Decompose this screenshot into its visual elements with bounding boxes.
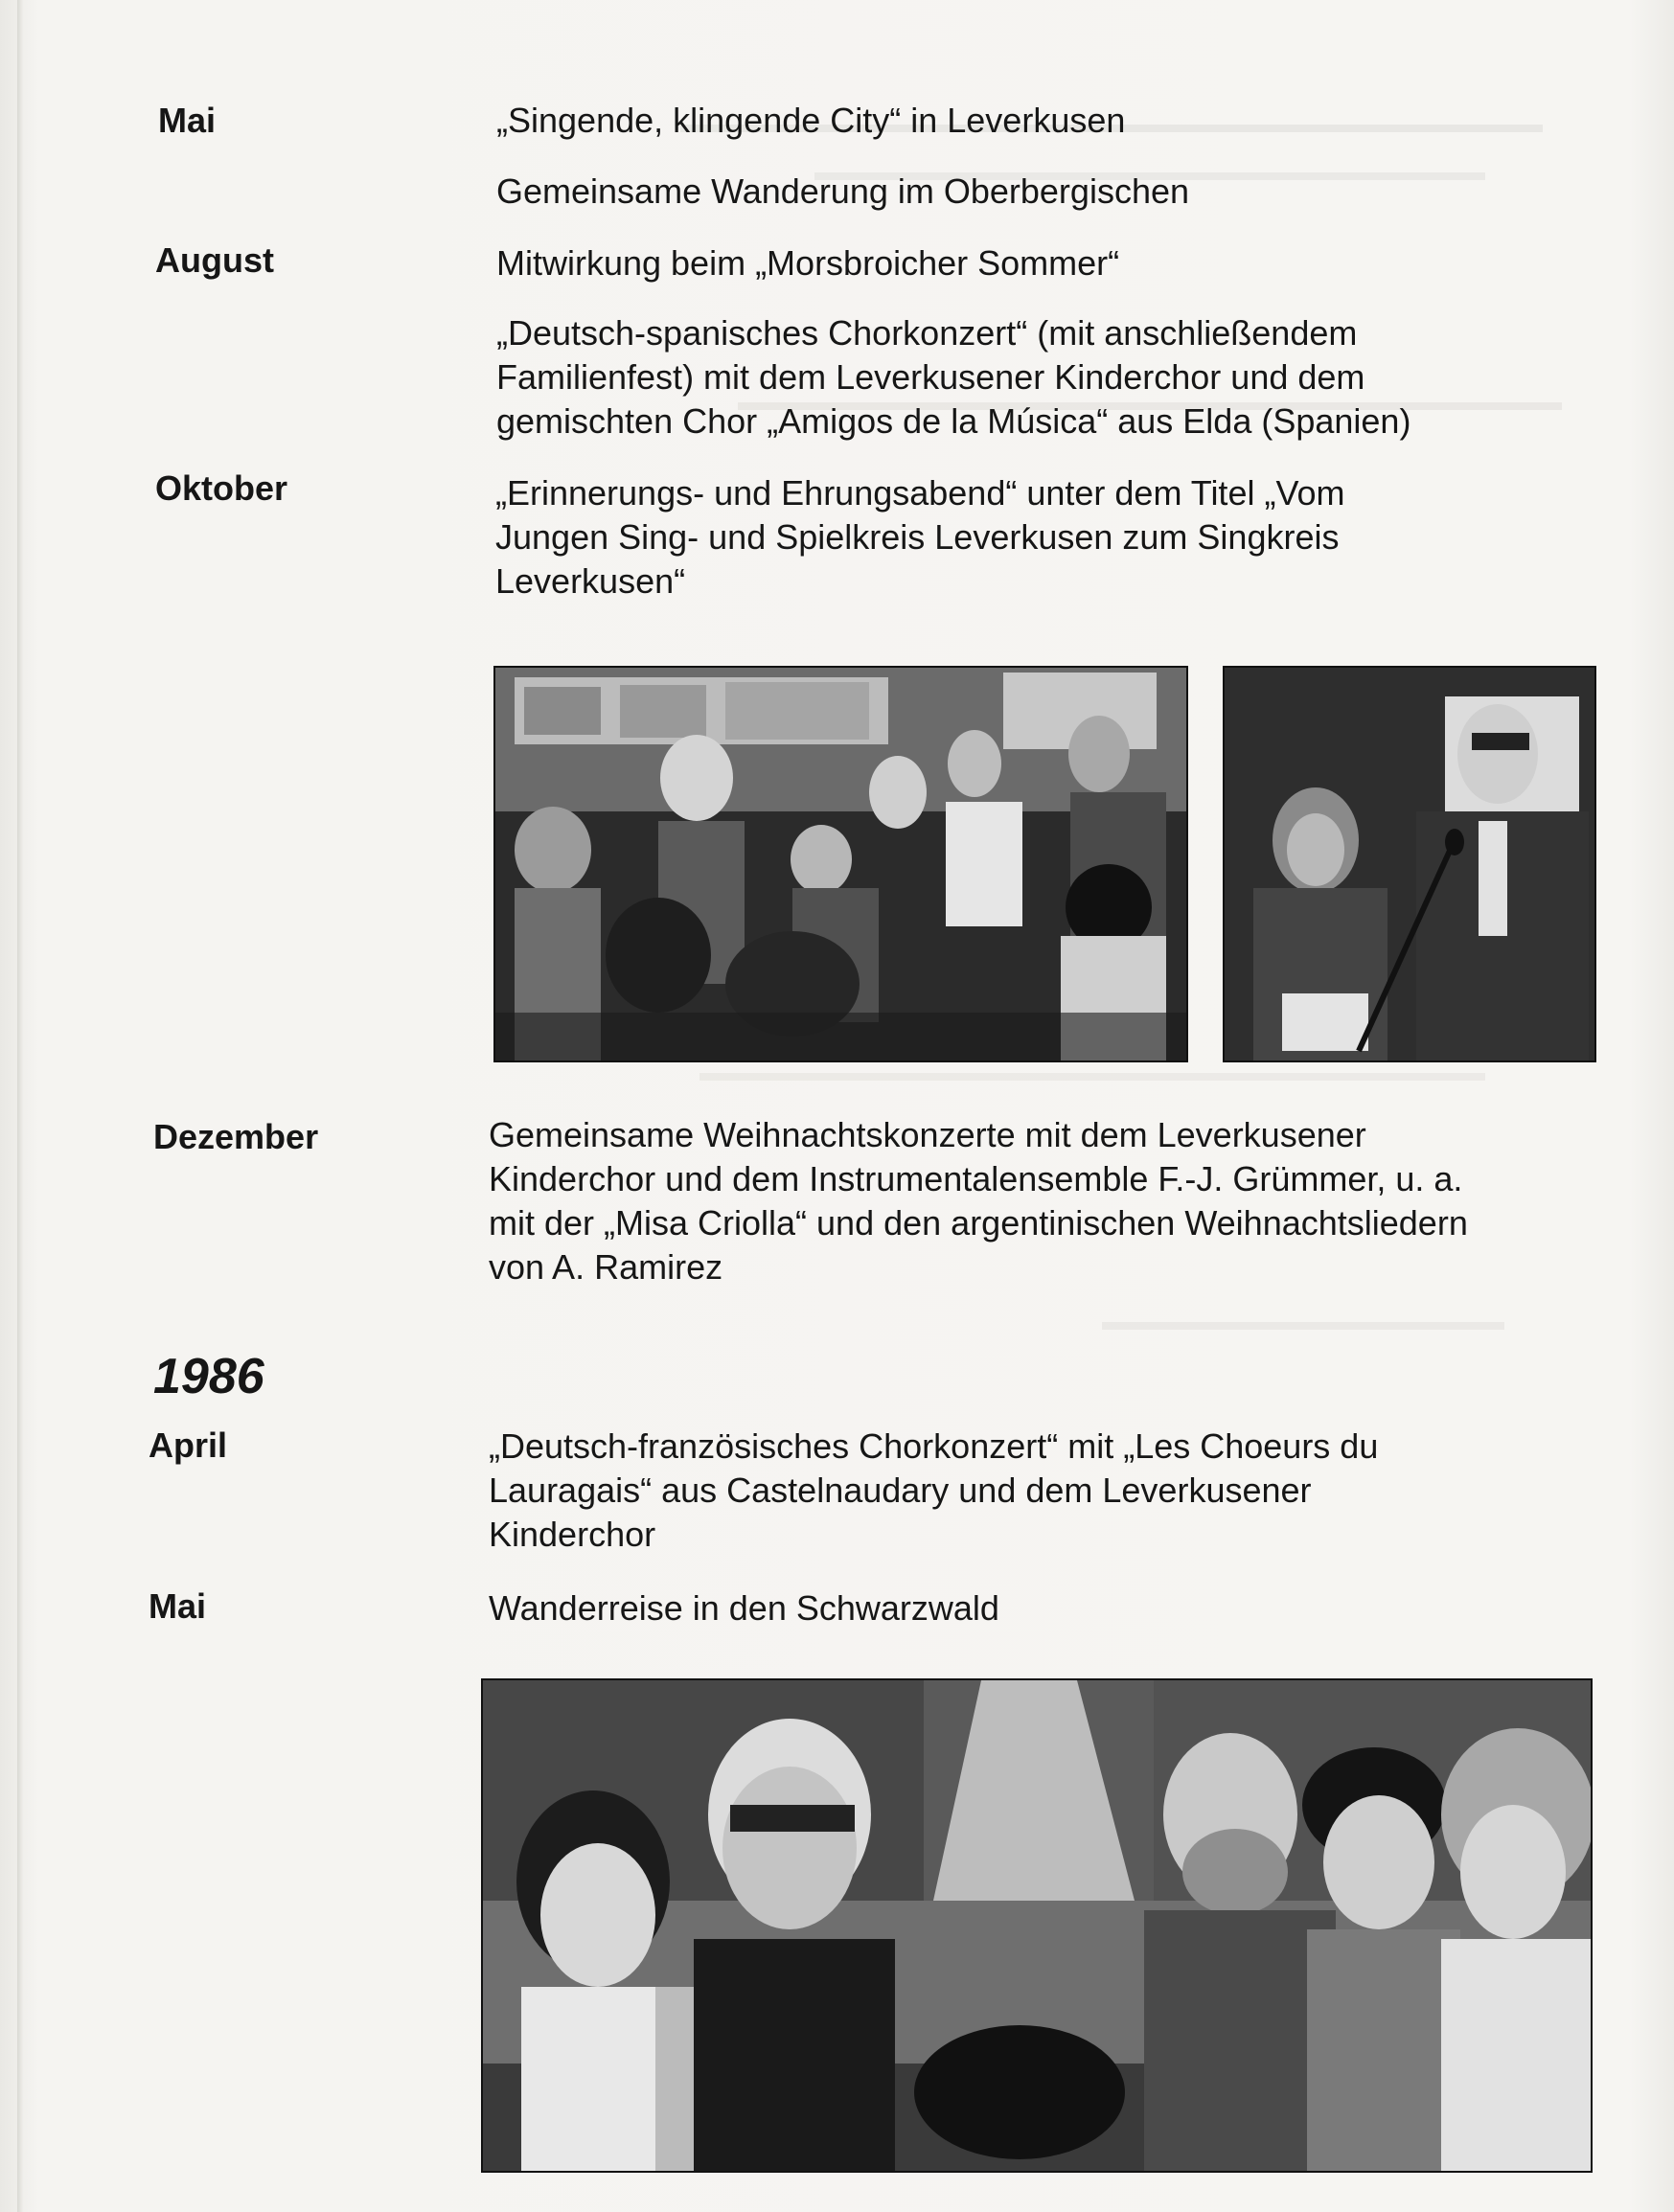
entry-text	[495, 471, 1344, 604]
entry-line: Jungen Sing- und Spielkreis Leverkusen zum Singkreis	[495, 517, 1340, 557]
entry-text	[496, 170, 1189, 214]
choir-dancing-photo	[493, 666, 1188, 1062]
entry-line: gemischten Chor „Amigos de la Música“ aus Elda (Spanien)	[496, 401, 1411, 441]
entry-text	[489, 1425, 1378, 1557]
entry-text	[496, 99, 1125, 143]
month-label-april: April	[149, 1425, 228, 1465]
month-label-mai-1986: Mai	[149, 1586, 207, 1626]
entry-line: Familienfest) mit dem Leverkusener Kinderchor und dem	[496, 357, 1365, 397]
entry-line: „Singende, klingende City“ in Leverkusen	[496, 101, 1126, 140]
month-label-dezember: Dezember	[153, 1117, 319, 1156]
entry-line: mit der „Misa Criolla“ und den argentinischen Weihnachtsliedern	[489, 1203, 1468, 1243]
entry-line: Mitwirkung beim „Morsbroicher Sommer“	[496, 243, 1120, 283]
entry-line: von A. Ramirez	[489, 1247, 723, 1287]
entry-text	[489, 1586, 999, 1630]
entry-line: Wanderreise in den Schwarzwald	[489, 1588, 999, 1628]
entry-text	[496, 311, 1410, 444]
page-fold	[17, 0, 23, 2212]
entry-line: Gemeinsame Weihnachtskonzerte mit dem Leverkusener	[489, 1115, 1366, 1154]
entry-line: Kinderchor und dem Instrumentalensemble F.-J. Grümmer, u. a.	[489, 1159, 1463, 1198]
entry-line: „Deutsch-spanisches Chorkonzert“ (mit anschließendem	[496, 313, 1358, 353]
entry-line: Kinderchor	[489, 1515, 656, 1554]
month-label-august: August	[155, 240, 274, 280]
month-label-mai: Mai	[158, 101, 217, 140]
entry-line: „Erinnerungs- und Ehrungsabend“ unter dem Titel „Vom	[495, 473, 1345, 513]
entry-line: Lauragais“ aus Castelnaudary und dem Leverkusener	[489, 1471, 1312, 1510]
hiking-group-photo	[481, 1678, 1593, 2173]
entry-line: „Deutsch-französisches Chorkonzert“ mit „Les Choeurs du	[489, 1426, 1379, 1466]
entry-line: Gemeinsame Wanderung im Oberbergischen	[496, 171, 1190, 211]
month-label-oktober: Oktober	[155, 468, 288, 508]
year-heading: 1986	[153, 1349, 264, 1404]
speaker-microphone-photo	[1223, 666, 1596, 1062]
entry-line: Leverkusen“	[495, 561, 686, 601]
entry-text	[489, 1113, 1468, 1289]
entry-text	[496, 241, 1119, 285]
